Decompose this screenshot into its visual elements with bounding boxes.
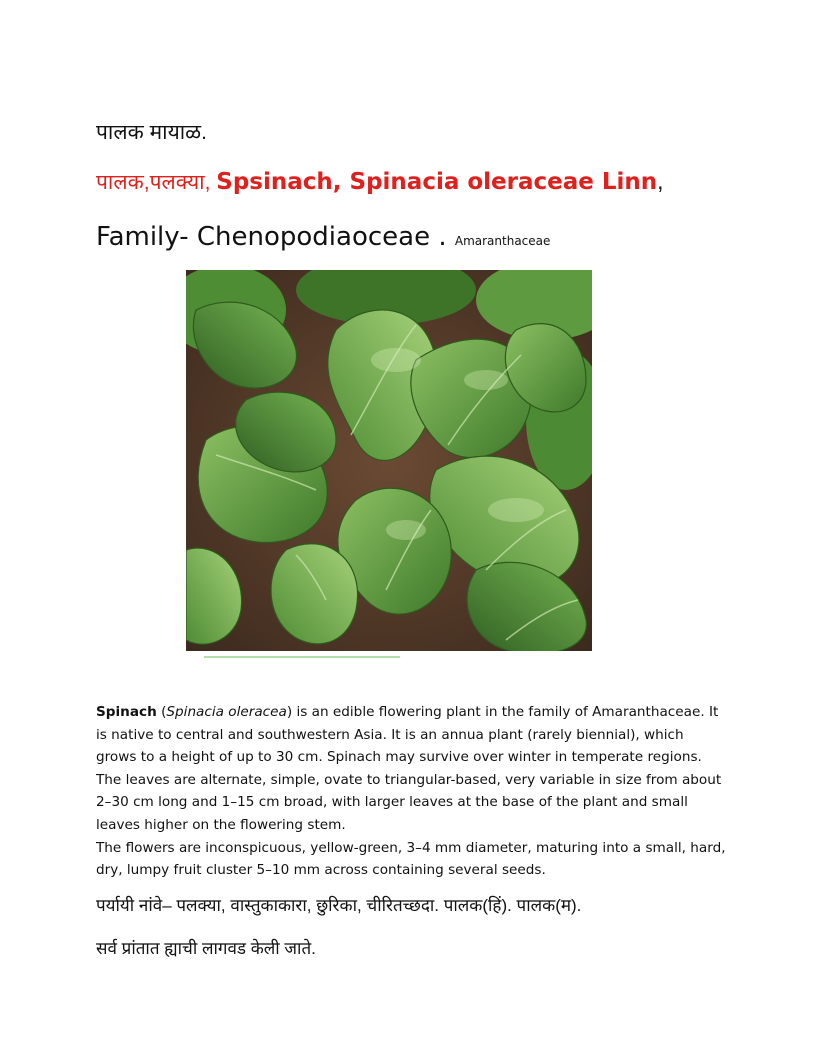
page-title: पालक मायाळ. [96,121,207,144]
synonyms-label: पर्यायी नांवे– [96,896,177,915]
latin-name: Spsinach, Spinacia oleraceae Linn [216,169,658,195]
plant-names-heading [96,168,664,196]
family-label: Family- Chenopodiaoceae . [96,222,455,252]
flowers-text: The flowers are inconspicuous, yellow-green, 3–4 mm diameter, maturing into a small, hard, dry, lumpy fruit cluster 5–10 mm across containing several seeds. [96,839,726,879]
intro-paren: ( [156,704,167,720]
intro-rest: ) is an edible flowering plant in the family of Amaranthaceae. It is native to central and southwestern Asia. It is an annua plant (rarely biennial), which grows to a height of up to 30 cm. Spinach may survive over winter in temperate regions. [96,704,719,766]
spinach-plant-photo-icon [186,270,592,651]
synonyms-line [96,893,581,916]
family-heading [96,222,550,252]
intro-bold: Spinach [96,704,157,720]
heading-comma: , [657,168,664,194]
family-alt: Amaranthaceae [454,234,551,248]
green-divider [204,656,400,658]
synonyms-text: पलक्या, वास्तुकाकारा, छुरिका, चीरितच्छदा. पालक(हिं). पालक(म). [176,896,582,915]
leaves-text: The leaves are alternate, simple, ovate to triangular-based, very variable in size from about 2–30 cm long and 1–15 cm broad, with larger leaves at the base of the plant and small leaves higher on the flowering stem. [96,771,722,833]
cultivation-line: सर्व प्रांतात ह्याची लागवड केली जाते. [96,939,316,958]
intro-italic: Spinacia oleracea [166,704,287,720]
description-paragraph [96,701,726,882]
spinach-photo [186,270,592,651]
intro-text [96,701,726,769]
devanagari-names: पालक,पलक्या, [96,171,217,194]
